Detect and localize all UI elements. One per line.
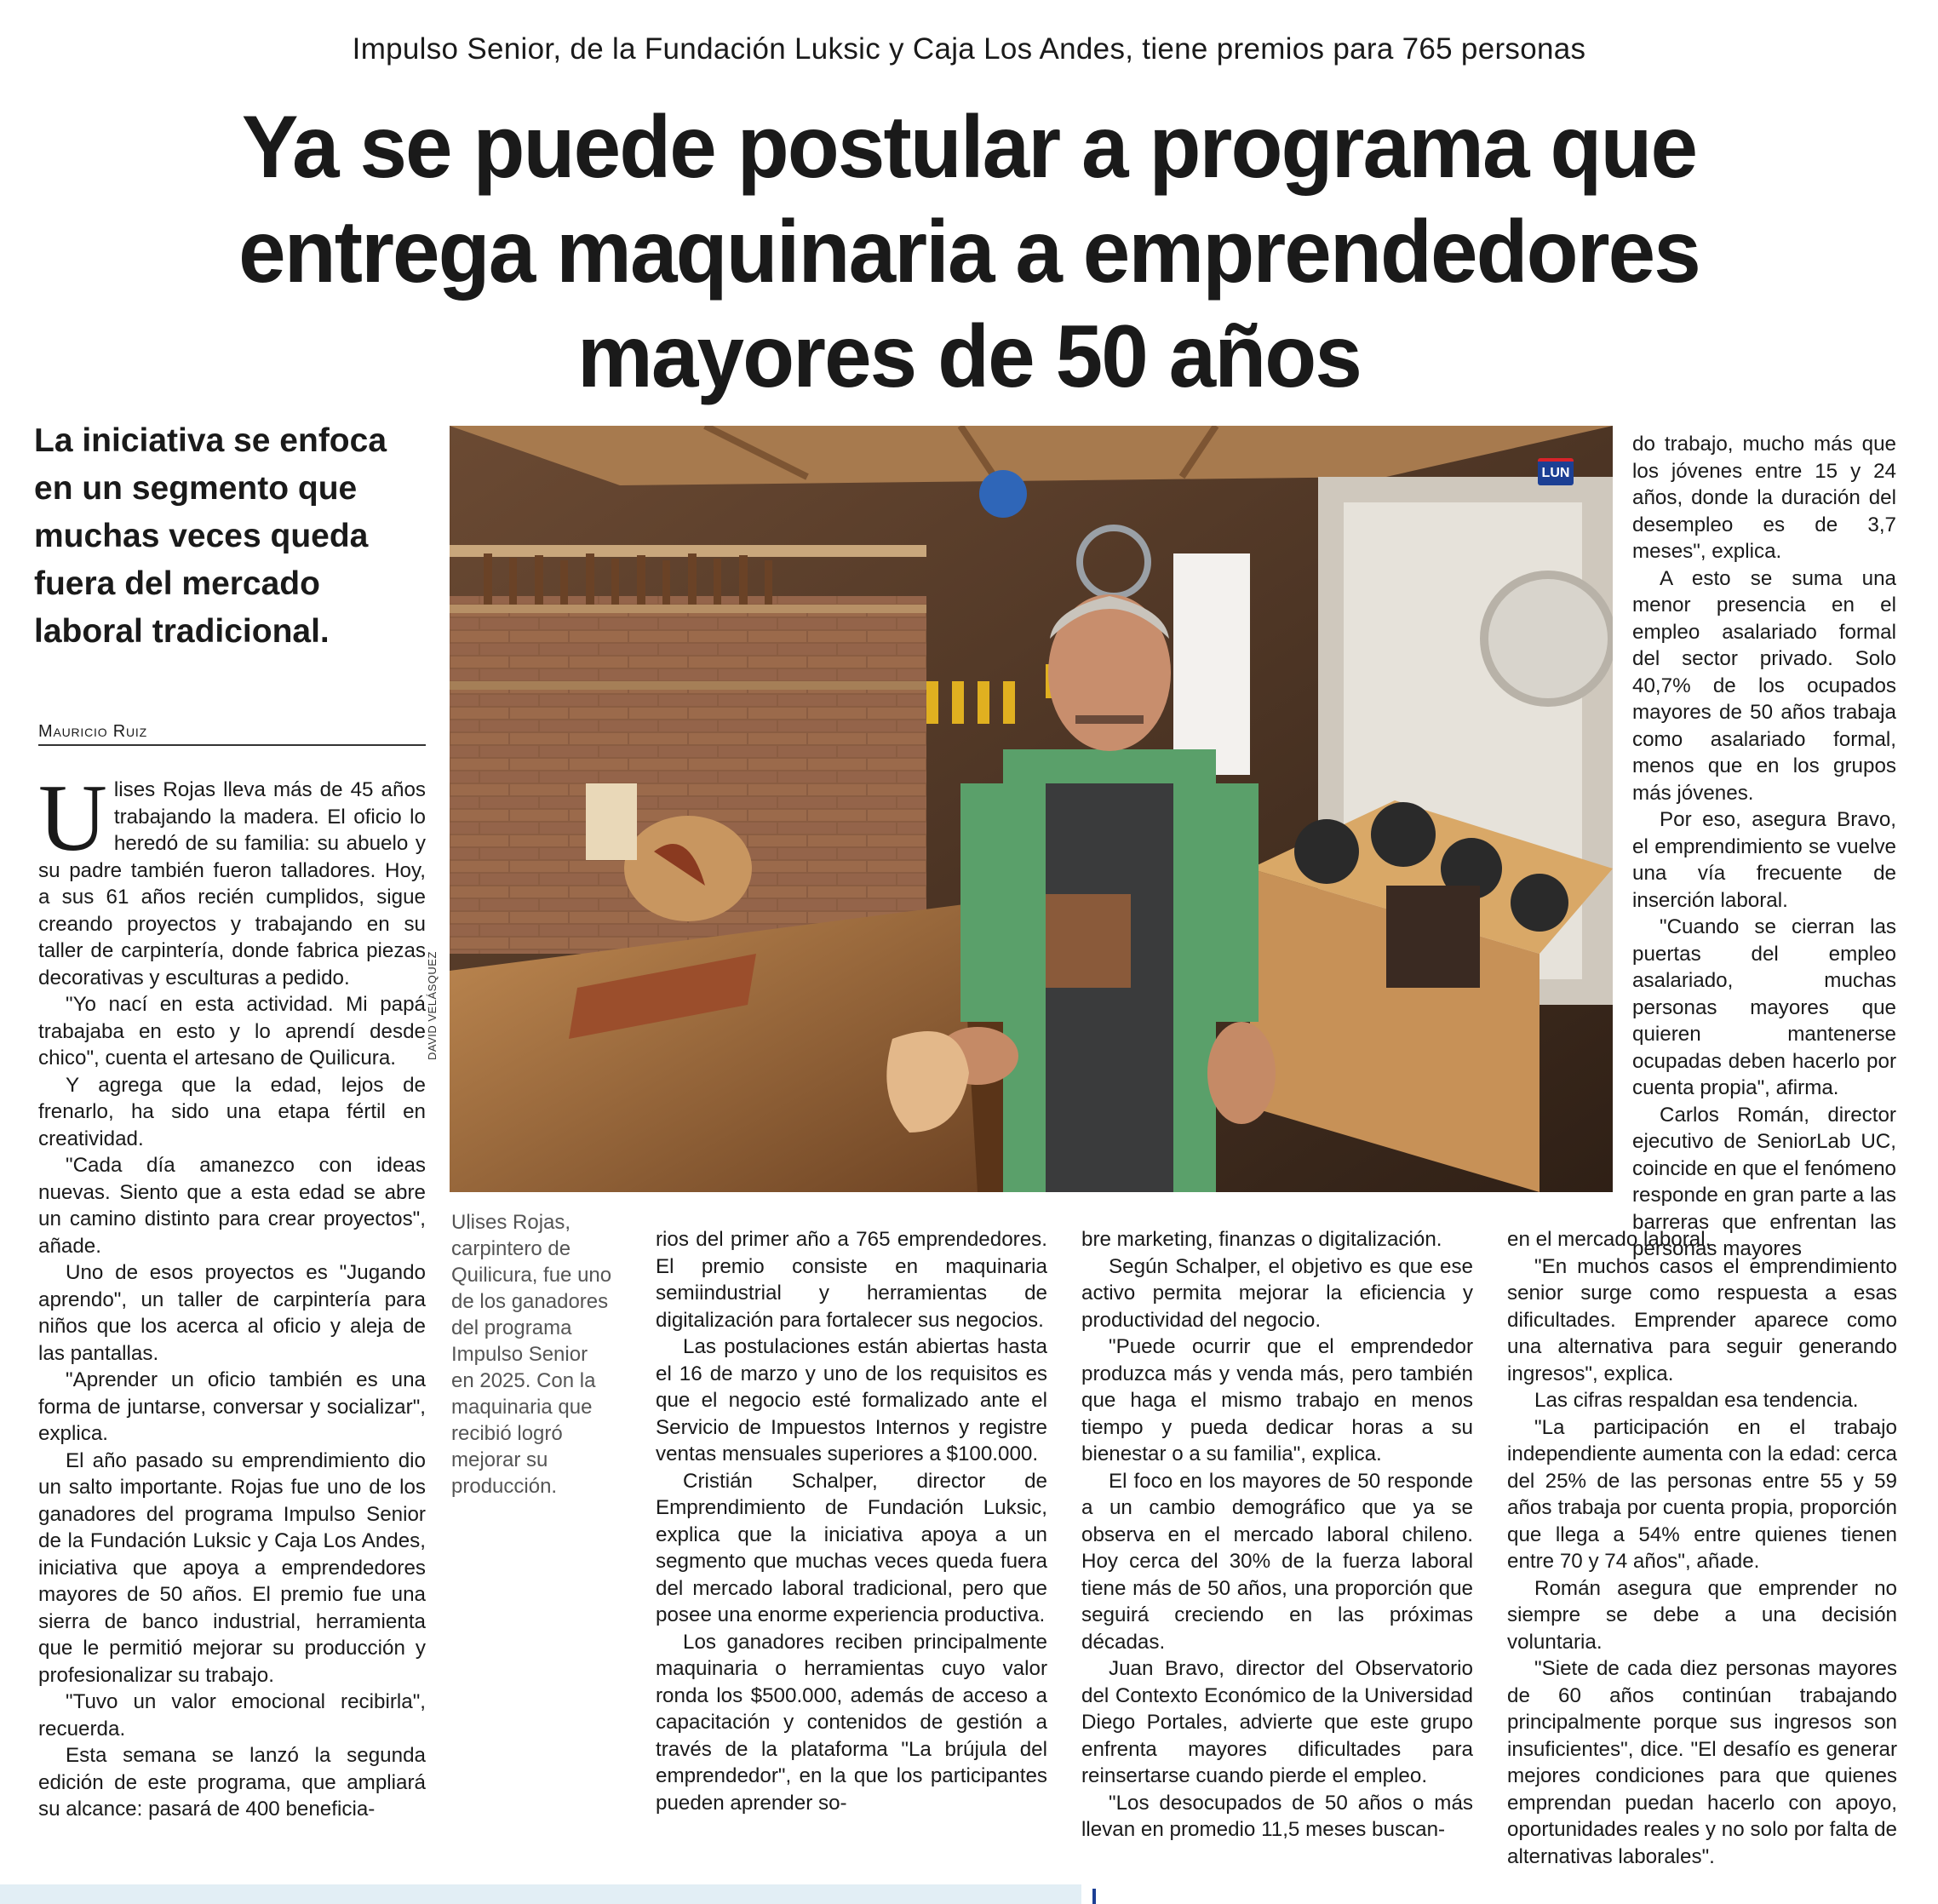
- paragraph: "En muchos casos el emprendimiento senior surge como respuesta a esas dificultades. Emprender aparece como una alternativa para seguir generando ingresos", explica.: [1507, 1254, 1897, 1385]
- paragraph: rios del primer año a 765 emprendedores. El premio consiste en maquinaria semiindustrial y herramientas de digitalización para fortalecer sus negocios.: [656, 1228, 1047, 1332]
- paragraph: "Aprender un oficio también es una forma de juntarse, conversar y socializar", explica.: [38, 1368, 426, 1445]
- workshop-illustration: [450, 426, 1613, 1192]
- column-2: [656, 1226, 1047, 1816]
- paragraph: bre marketing, finanzas o digitalización.: [1081, 1228, 1442, 1251]
- paragraph: Según Schalper, el objetivo es que ese activo permita mejorar la eficiencia y productividad del negocio.: [1081, 1254, 1473, 1332]
- lun-badge: LUN: [1538, 458, 1574, 485]
- paragraph: [38, 766, 426, 991]
- paragraph: Las cifras respaldan esa tendencia.: [1534, 1389, 1859, 1412]
- column-1: [38, 766, 426, 1823]
- column-3: [1081, 1226, 1473, 1844]
- paragraph: Carlos Román, director ejecutivo de SeniorLab UC, coincide en que el fenómeno responde en gran parte a las barreras que enfrentan las personas mayores: [1632, 1103, 1896, 1260]
- headline-line-2: entrega maquinaria a emprendedores: [238, 203, 1700, 301]
- byline: Mauricio Ruiz: [38, 722, 426, 746]
- paragraph: do trabajo, mucho más que los jóvenes entre 15 y 24 años, donde la duración del desempleo es de 3,7 meses", explica.: [1632, 433, 1896, 563]
- kicker: Impulso Senior, de la Fundación Luksic y Caja Los Andes, tiene premios para 765 personas: [352, 32, 1586, 66]
- footer-marker: [1092, 1889, 1096, 1904]
- headline-line-3: mayores de 50 años: [577, 307, 1361, 406]
- photo-caption: Ulises Rojas, carpintero de Quilicura, fue uno de los ganadores del programa Impulso Senior en 2025. Con la maquinaria que recibió logró mejorar su producción.: [451, 1211, 612, 1498]
- footer-bar: [0, 1884, 1081, 1904]
- paragraph: "Yo nací en esta actividad. Mi papá trabajaba en esto y lo aprendí desde chico", cuenta el artesano de Quilicura.: [38, 993, 426, 1070]
- paragraph: El año pasado su emprendimiento dio un salto importante. Rojas fue uno de los ganadores del programa Impulso Senior de la Fundación Luksic y Caja Los Andes, iniciativa que apoya a emprendedores mayores de 50 años. El premio fue una sierra de banco industrial, herramienta que le permitió mejorar su producción y profesionalizar su trabajo.: [38, 1448, 426, 1687]
- summary: La iniciativa se enfoca en un segmento que muchas veces queda fuera del mercado laboral tradicional.: [34, 422, 387, 650]
- paragraph: "Puede ocurrir que el emprendedor produzca más y venda más, pero también que haga el mismo trabajo en menos tiempo y pueda dedicar horas a su bienestar o a su familia", explica.: [1081, 1335, 1473, 1465]
- column-5: [1507, 1226, 1897, 1870]
- paragraph: A esto se suma una menor presencia en el empleo asalariado formal del sector privado. Solo 40,7% de los ocupados mayores de 50 años trabaja como asalariado formal, menos que en los grupos más jóvenes.: [1632, 566, 1896, 805]
- paragraph: Cristián Schalper, director de Emprendimiento de Fundación Luksic, explica que la iniciativa apoya a un segmento que muchas veces queda fuera del mercado laboral tradicional, pero que posee una enorme experiencia productiva.: [656, 1469, 1047, 1626]
- headline: [88, 95, 1850, 410]
- photo-credit: DAVID VELÁSQUEZ: [426, 951, 439, 1060]
- photo: [450, 426, 1613, 1192]
- paragraph: "Cada día amanezco con ideas nuevas. Siento que a esta edad se abre un camino distinto para crear proyectos", añade.: [38, 1154, 426, 1258]
- dropcap: U: [38, 766, 107, 871]
- paragraph: Uno de esos proyectos es "Jugando aprendo", un taller de carpintería para niños que los acerca al oficio y aleja de las pantallas.: [38, 1261, 426, 1365]
- paragraph: en el mercado laboral.: [1507, 1228, 1712, 1251]
- headline-line-1: Ya se puede postular a programa que: [241, 98, 1697, 197]
- paragraph: Juan Bravo, director del Observatorio del Contexto Económico de la Universidad Diego Portales, advierte que este grupo enfrenta mayores dificultades para reinsertarse cuando pierde el empleo.: [1081, 1657, 1473, 1787]
- column-4: [1632, 431, 1896, 1263]
- paragraph: "Tuvo un valor emocional recibirla", recuerda.: [38, 1690, 426, 1741]
- paragraph: Por eso, asegura Bravo, el emprendimiento se vuelve una vía frecuente de inserción laboral.: [1632, 808, 1896, 912]
- paragraph: Esta semana se lanzó la segunda edición de este programa, que ampliará su alcance: pasará de 400 beneficia-: [38, 1744, 426, 1821]
- paragraph: Y agrega que la edad, lejos de frenarlo, ha sido una etapa fértil en creatividad.: [38, 1073, 426, 1150]
- paragraph: Las postulaciones están abiertas hasta el 16 de marzo y uno de los requisitos es que el negocio esté formalizado ante el Servicio de Impuestos Internos y registre ventas mensuales superiores a $100.000.: [656, 1335, 1047, 1465]
- paragraph: El foco en los mayores de 50 responde a un cambio demográfico que ya se observa en el mercado laboral chileno. Hoy cerca del 30% de la fuerza laboral tiene más de 50 años, una proporción que seguirá creciendo en las próximas décadas.: [1081, 1469, 1473, 1654]
- paragraph: "La participación en el trabajo independiente aumenta con la edad: cerca del 25% de las personas entre 55 y 59 años trabaja por cuenta propia, proporción que llega a 54% entre quienes tienen entre 70 y 74 años", añade.: [1507, 1415, 1897, 1573]
- paragraph: "Los desocupados de 50 años o más llevan en promedio 11,5 meses buscan-: [1081, 1791, 1473, 1841]
- paragraph: Román asegura que emprender no siempre se debe a una decisión voluntaria.: [1507, 1576, 1897, 1654]
- paragraph: "Siete de cada diez personas mayores de 60 años continúan trabajando principalmente porque sus ingresos son insuficientes", dice. "El desafío es generar mejores condiciones para que quienes emprendan puedan hacerlo con apoyo, oportunidades reales y no solo por falta de alternativas laborales".: [1507, 1657, 1897, 1868]
- paragraph-text: lises Rojas lleva más de 45 años trabajando la madera. El oficio lo heredó de su familia: su abuelo y su padre también fueron talladores. Hoy, a sus 61 años recién cumplidos, sigue creando proyectos y trabajando en su taller de carpintería, donde fabrica piezas decorativas y esculturas a pedido.: [38, 778, 426, 989]
- paragraph: Los ganadores reciben principalmente maquinaria o herramientas cuyo valor ronda los $500.000, además de acceso a capacitación y contenidos de gestión a través de la plataforma "La brújula del emprendedor", en la que los participantes pueden aprender so-: [656, 1630, 1047, 1815]
- paragraph: "Cuando se cierran las puertas del empleo asalariado, muchas personas mayores que quieren mantenerse ocupadas deben hacerlo por cuenta propia", afirma.: [1632, 915, 1896, 1099]
